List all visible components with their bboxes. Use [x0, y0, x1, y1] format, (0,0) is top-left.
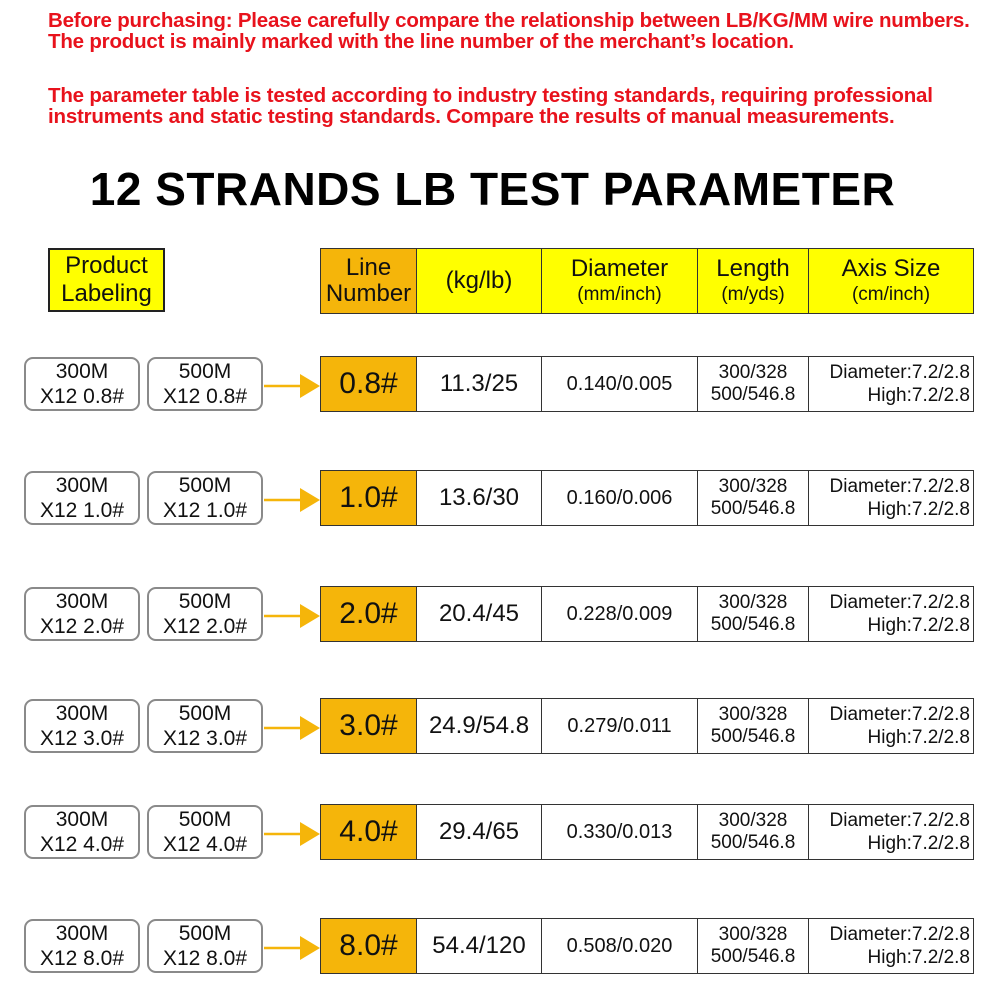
product-tag-500m [147, 699, 263, 753]
tag-length: 500M [178, 360, 232, 383]
tag-spec: X12 0.8# [162, 385, 248, 408]
axis-high: High:7.2/2.8 [867, 727, 970, 748]
header-axis-size-unit: (cm/inch) [851, 284, 931, 305]
table-row [0, 356, 1000, 416]
arrow-right-icon [264, 708, 322, 748]
length-cell [697, 356, 809, 412]
tag-spec: X12 8.0# [39, 947, 125, 970]
length-300: 300/328 [718, 810, 788, 831]
axis-size-cell [808, 470, 974, 526]
diameter-cell: 0.508/0.020 [541, 918, 698, 974]
tag-length: 500M [178, 922, 232, 945]
header-product-labeling: Product Labeling [48, 248, 165, 312]
diameter-cell: 0.279/0.011 [541, 698, 698, 754]
line-number-cell: 2.0# [320, 586, 417, 642]
tag-length: 300M [55, 702, 109, 725]
diameter-cell: 0.330/0.013 [541, 804, 698, 860]
length-300: 300/328 [718, 704, 788, 725]
header-kglb [416, 248, 542, 314]
product-tag-500m [147, 357, 263, 411]
kglb-cell: 11.3/25 [416, 356, 542, 412]
length-500: 500/546.8 [710, 726, 796, 747]
kglb-cell: 54.4/120 [416, 918, 542, 974]
length-cell [697, 586, 809, 642]
product-tag-300m [24, 587, 140, 641]
axis-size-cell [808, 586, 974, 642]
diameter-cell: 0.228/0.009 [541, 586, 698, 642]
tag-spec: X12 1.0# [162, 499, 248, 522]
tag-length: 500M [178, 808, 232, 831]
tag-length: 300M [55, 474, 109, 497]
header-axis-size [808, 248, 974, 314]
length-cell [697, 804, 809, 860]
arrow-right-icon [264, 366, 322, 406]
header-axis-size-label: Axis Size [841, 255, 941, 282]
tag-spec: X12 0.8# [39, 385, 125, 408]
tag-spec: X12 3.0# [39, 727, 125, 750]
axis-high: High:7.2/2.8 [867, 499, 970, 520]
axis-high: High:7.2/2.8 [867, 833, 970, 854]
length-500: 500/546.8 [710, 498, 796, 519]
product-tag-300m [24, 805, 140, 859]
tag-length: 500M [178, 590, 232, 613]
tag-spec: X12 4.0# [39, 833, 125, 856]
axis-diameter: Diameter:7.2/2.8 [829, 704, 970, 725]
line-number-cell: 4.0# [320, 804, 417, 860]
diameter-cell: 0.140/0.005 [541, 356, 698, 412]
arrow-right-icon [264, 814, 322, 854]
header-line-number [320, 248, 417, 314]
table-row [0, 586, 1000, 646]
product-tag-500m [147, 805, 263, 859]
axis-high: High:7.2/2.8 [867, 947, 970, 968]
axis-high: High:7.2/2.8 [867, 615, 970, 636]
axis-size-cell [808, 804, 974, 860]
header-kglb-label: (kg/lb) [445, 267, 513, 294]
tag-spec: X12 4.0# [162, 833, 248, 856]
length-500: 500/546.8 [710, 384, 796, 405]
axis-size-cell [808, 918, 974, 974]
product-tag-300m [24, 357, 140, 411]
length-300: 300/328 [718, 592, 788, 613]
tag-length: 300M [55, 360, 109, 383]
page-title: 12 STRANDS LB TEST PARAMETER [89, 163, 896, 215]
line-number-cell: 1.0# [320, 470, 417, 526]
axis-size-cell [808, 698, 974, 754]
notice-purchase: Before purchasing: Please carefully compare the relationship between LB/KG/MM wire numbers. The product is mainly marked with the line number of the merchant’s location. [48, 9, 970, 53]
axis-diameter: Diameter:7.2/2.8 [829, 592, 970, 613]
product-tag-500m [147, 919, 263, 973]
kglb-cell: 13.6/30 [416, 470, 542, 526]
header-length [697, 248, 809, 314]
tag-length: 300M [55, 922, 109, 945]
arrow-right-icon [264, 596, 322, 636]
length-500: 500/546.8 [710, 946, 796, 967]
kglb-cell: 24.9/54.8 [416, 698, 542, 754]
table-row [0, 804, 1000, 864]
length-300: 300/328 [718, 924, 788, 945]
tag-spec: X12 2.0# [39, 615, 125, 638]
kglb-cell: 29.4/65 [416, 804, 542, 860]
tag-length: 300M [55, 590, 109, 613]
axis-diameter: Diameter:7.2/2.8 [829, 924, 970, 945]
line-number-cell: 8.0# [320, 918, 417, 974]
length-cell [697, 470, 809, 526]
axis-diameter: Diameter:7.2/2.8 [829, 362, 970, 383]
length-cell [697, 698, 809, 754]
table-row [0, 698, 1000, 758]
tag-length: 500M [178, 702, 232, 725]
length-300: 300/328 [718, 362, 788, 383]
header-length-unit: (m/yds) [721, 284, 785, 305]
product-tag-300m [24, 471, 140, 525]
table-row [0, 918, 1000, 978]
tag-length: 500M [178, 474, 232, 497]
table-row [0, 470, 1000, 530]
length-cell [697, 918, 809, 974]
header-diameter-unit: (mm/inch) [577, 284, 662, 305]
header-length-label: Length [716, 255, 790, 282]
line-number-cell: 3.0# [320, 698, 417, 754]
tag-length: 300M [55, 808, 109, 831]
header-diameter-label: Diameter [570, 255, 669, 282]
header-line-number-label: Line Number [325, 254, 412, 307]
tag-spec: X12 8.0# [162, 947, 248, 970]
length-500: 500/546.8 [710, 832, 796, 853]
arrow-right-icon [264, 928, 322, 968]
line-number-cell: 0.8# [320, 356, 417, 412]
kglb-cell: 20.4/45 [416, 586, 542, 642]
length-300: 300/328 [718, 476, 788, 497]
product-tag-300m [24, 919, 140, 973]
product-tag-500m [147, 587, 263, 641]
tag-spec: X12 1.0# [39, 499, 125, 522]
product-tag-500m [147, 471, 263, 525]
tag-spec: X12 3.0# [162, 727, 248, 750]
axis-diameter: Diameter:7.2/2.8 [829, 476, 970, 497]
diameter-cell: 0.160/0.006 [541, 470, 698, 526]
header-diameter [541, 248, 698, 314]
tag-spec: X12 2.0# [162, 615, 248, 638]
axis-diameter: Diameter:7.2/2.8 [829, 810, 970, 831]
length-500: 500/546.8 [710, 614, 796, 635]
arrow-right-icon [264, 480, 322, 520]
product-tag-300m [24, 699, 140, 753]
axis-high: High:7.2/2.8 [867, 385, 970, 406]
notice-testing: The parameter table is tested according to industry testing standards, requiring professional instruments and static testing standards. Compare the results of manual measurements. [48, 84, 933, 128]
axis-size-cell [808, 356, 974, 412]
